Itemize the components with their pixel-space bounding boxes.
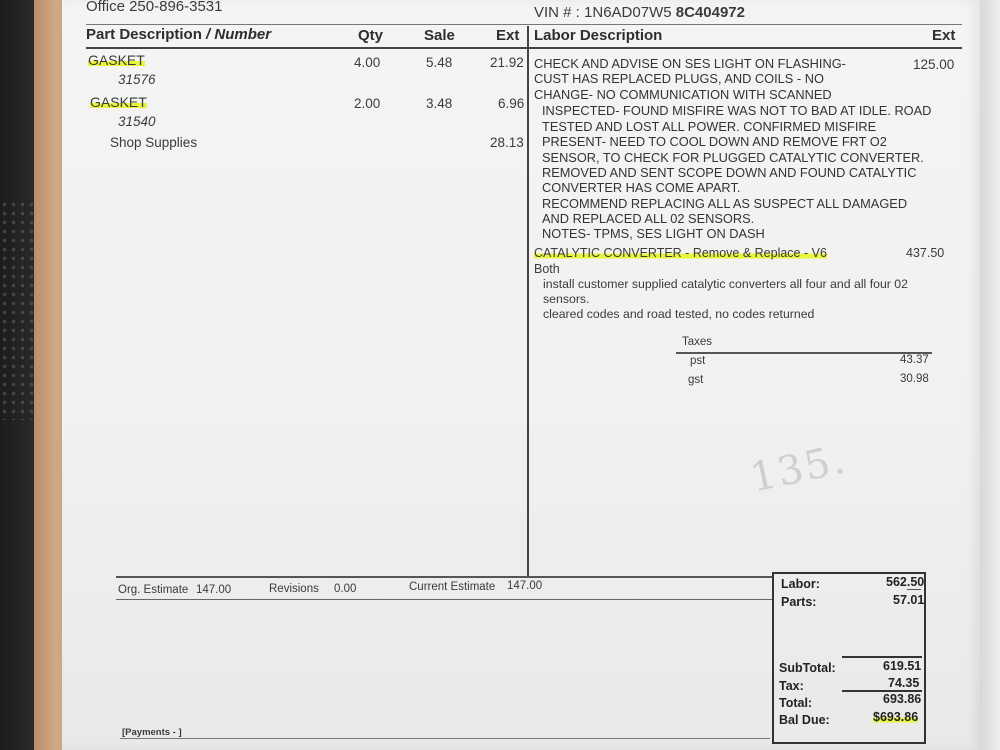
labor-line1-ext: 125.00 bbox=[913, 57, 955, 72]
col-part-description: Part Description / Number bbox=[86, 26, 272, 43]
balance-due-value: $693.86 bbox=[873, 710, 919, 724]
grand-total-value: 693.86 bbox=[883, 692, 922, 706]
labor-line2-note: install customer supplied catalytic converters all four and all four 02 bbox=[543, 277, 908, 291]
part-sale: 5.48 bbox=[426, 55, 453, 70]
invoice-page: Office 250-896-3531 VIN # : 1N6AD07W5 8C404972 Part Description / Number Qty Sale Ext Labor Description Ext GASKET 31576 4.00 5.48 21.92 GASKET 31540 2.00 3.48 6.96 Shop Supplies 28.13 125.00 CHECK AND ADVISE ON SES LIGHT ON FLASHING- CUST HAS REPLACED PLUGS, AND COILS - NO CHANGE- NO COMMUNICATION WITH SCANNED INSPECTED- FOUND MISFIRE WAS NOT TO BAD AT IDLE. ROAD TESTED AND LOST ALL POWER. CONFIRMED MISFIRE PRESENT- NEED TO COOL DOWN AND REMOVE FRT O2 SENSOR, TO CHECK FOR PLUGGED CATALYTIC CONVERTER. REMOVED AND SENT SCOPE DOWN AND FOUND CATALYTIC CONVERTER HAS COME APART. RECOMMEND REPLACING ALL AS SUSPECT ALL DAMAGED AND REPLACED ALL 02 SENSORS. NOTES- TPMS, SES LIGHT ON DASH CATALYTIC CONVERTER - Remove & Replace - V6 437.50 Both install customer supplied catalytic converters all four and all four 02 sensors. cleared codes and road tested, no codes returned Taxes pst 43.37 gst 30.98 135. Org. Estimate 147.00 Revisions 0.00 Current Estimate 147.00 [Payments - ] Labor: 562.50 Parts: 57.01 SubTotal: 619.51 Tax: 74.35 Total: 693.86 Bal Due: $693.86 bbox=[62, 0, 980, 750]
column-divider bbox=[527, 26, 529, 578]
part-qty: 4.00 bbox=[354, 55, 381, 70]
col-labor-ext: Ext bbox=[932, 27, 956, 44]
part-sale: 3.48 bbox=[426, 96, 453, 111]
taxes-rule bbox=[676, 352, 932, 354]
org-estimate-value: 147.00 bbox=[196, 584, 232, 596]
tax-amount: 43.37 bbox=[900, 354, 929, 366]
labor-total-value: 562.50 bbox=[886, 575, 925, 589]
col-ext: Ext bbox=[496, 27, 520, 44]
current-estimate-label: Current Estimate bbox=[409, 581, 496, 593]
part-ext: 28.13 bbox=[490, 135, 524, 150]
tax-total-value: 74.35 bbox=[888, 676, 920, 690]
payments-label: [Payments - ] bbox=[122, 727, 182, 738]
part-number: 31576 bbox=[118, 72, 156, 87]
column-header-rule bbox=[86, 47, 962, 49]
subtotal-label: SubTotal: bbox=[779, 661, 836, 675]
col-sale: Sale bbox=[424, 27, 455, 44]
balance-due-label: Bal Due: bbox=[779, 713, 830, 727]
revisions-label: Revisions bbox=[269, 583, 319, 595]
payments-rule bbox=[120, 738, 770, 739]
taxes-heading: Taxes bbox=[682, 336, 713, 348]
header-rule bbox=[86, 24, 962, 25]
vin-label: VIN # : bbox=[534, 4, 580, 21]
subtotal-value: 619.51 bbox=[883, 659, 922, 673]
part-ext: 6.96 bbox=[498, 96, 525, 111]
part-name: GASKET bbox=[90, 94, 147, 110]
part-qty: 2.00 bbox=[354, 96, 381, 111]
current-estimate-value: 147.00 bbox=[507, 580, 543, 592]
labor-line2-note: sensors. bbox=[543, 292, 590, 306]
labor-total-underline bbox=[907, 589, 921, 590]
tax-amount: 30.98 bbox=[900, 373, 929, 385]
col-qty: Qty bbox=[358, 27, 384, 44]
vin-row bbox=[534, 4, 745, 21]
handwritten-note: 135. bbox=[746, 436, 851, 502]
estimate-rule-top bbox=[116, 576, 772, 578]
org-estimate-label: Org. Estimate bbox=[118, 584, 189, 596]
parts-total-value: 57.01 bbox=[893, 593, 925, 607]
vin-value: 1N6AD07W5 bbox=[584, 4, 672, 21]
parts-total-label: Parts: bbox=[781, 595, 817, 609]
labor-line2-note: cleared codes and road tested, no codes returned bbox=[543, 307, 815, 321]
part-name: GASKET bbox=[88, 52, 145, 68]
part-number: 31540 bbox=[118, 114, 156, 129]
labor-line2-ext: 437.50 bbox=[906, 246, 945, 260]
labor-total-label: Labor: bbox=[781, 577, 820, 591]
part-name: Shop Supplies bbox=[110, 135, 198, 150]
estimate-rule-bottom bbox=[116, 599, 772, 600]
paper-edge-right bbox=[980, 0, 1000, 750]
tax-name: gst bbox=[688, 374, 704, 386]
labor-line2-side: Both bbox=[534, 262, 560, 276]
part-ext: 21.92 bbox=[490, 55, 524, 70]
tax-total-label: Tax: bbox=[779, 679, 804, 693]
grand-total-label: Total: bbox=[779, 696, 813, 710]
tax-name: pst bbox=[690, 355, 706, 367]
revisions-value: 0.00 bbox=[334, 583, 357, 595]
labor-line2-title: CATALYTIC CONVERTER - Remove & Replace - V6 bbox=[534, 246, 827, 260]
office-phone: Office 250-896-3531 bbox=[86, 0, 223, 15]
vin-suffix: 8C404972 bbox=[675, 4, 745, 21]
subtotal-rule bbox=[842, 656, 922, 658]
col-labor-description: Labor Description bbox=[534, 27, 663, 44]
